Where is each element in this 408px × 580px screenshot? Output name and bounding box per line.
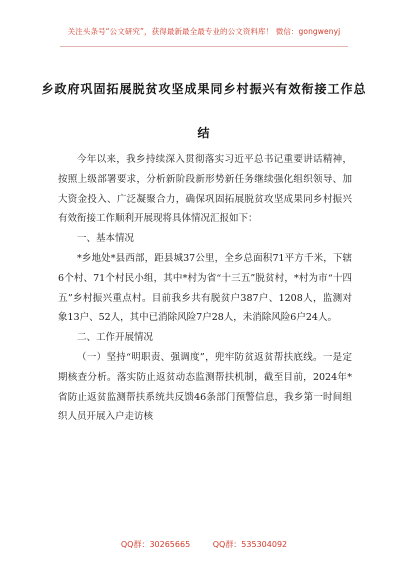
section-heading-work: 二、工作开展情况 — [77, 332, 154, 344]
header-divider — [60, 46, 348, 47]
document-title: 乡政府巩固拓展脱贫攻坚成果同乡村振兴有效衔接工作总 — [41, 82, 367, 96]
footer-contacts — [0, 539, 408, 550]
paragraph-work-1: （一）坚持“明职责、强调度”，兜牢防贫返贫帮扶底线。一是定期核查分析。落实防止返贫动态监测帮扶机制，截至目前，2024年*省防止返贫监测帮扶系统共反馈46条部门预警信息，我乡第一时间组织人员开展入户走访核 — [58, 351, 352, 423]
footer-qq-group-2: QQ群：535304092 — [212, 540, 288, 549]
footer-qq-group-1: QQ群：30265665 — [120, 540, 191, 549]
paragraph-intro: 今年以来，我乡持续深入贯彻落实习近平总书记重要讲话精神，按照上级部署要求，分析新阶段新形势新任务继续强化组织领导、加大资金投入、广泛凝聚合力，确保巩固拓展脱贫攻坚成果同乡村振兴有效衔接工作顺利开展现将具体情况汇报如下： — [58, 154, 352, 225]
header-banner: 关注头条号“公文研究”，获得最新最全最专业的公文资料库！ 微信：gongwenyj — [67, 27, 341, 36]
paragraph-basic-info: *乡地处*县西部，距县城37公里，全乡总面积71平方千米，下辖6个村、71个村民小组，其中*村为省“十三五”脱贫村，*村为市“十四五”乡村振兴重点村。目前我乡共有脱贫户387户、1208人，监测对象13户、52人，其中已消除风险7户28人，未消除风险6户24人。 — [58, 252, 352, 324]
section-heading-basic: 一、基本情况 — [77, 233, 135, 245]
document-title-continued: 结 — [197, 126, 211, 140]
document-body — [58, 150, 352, 427]
